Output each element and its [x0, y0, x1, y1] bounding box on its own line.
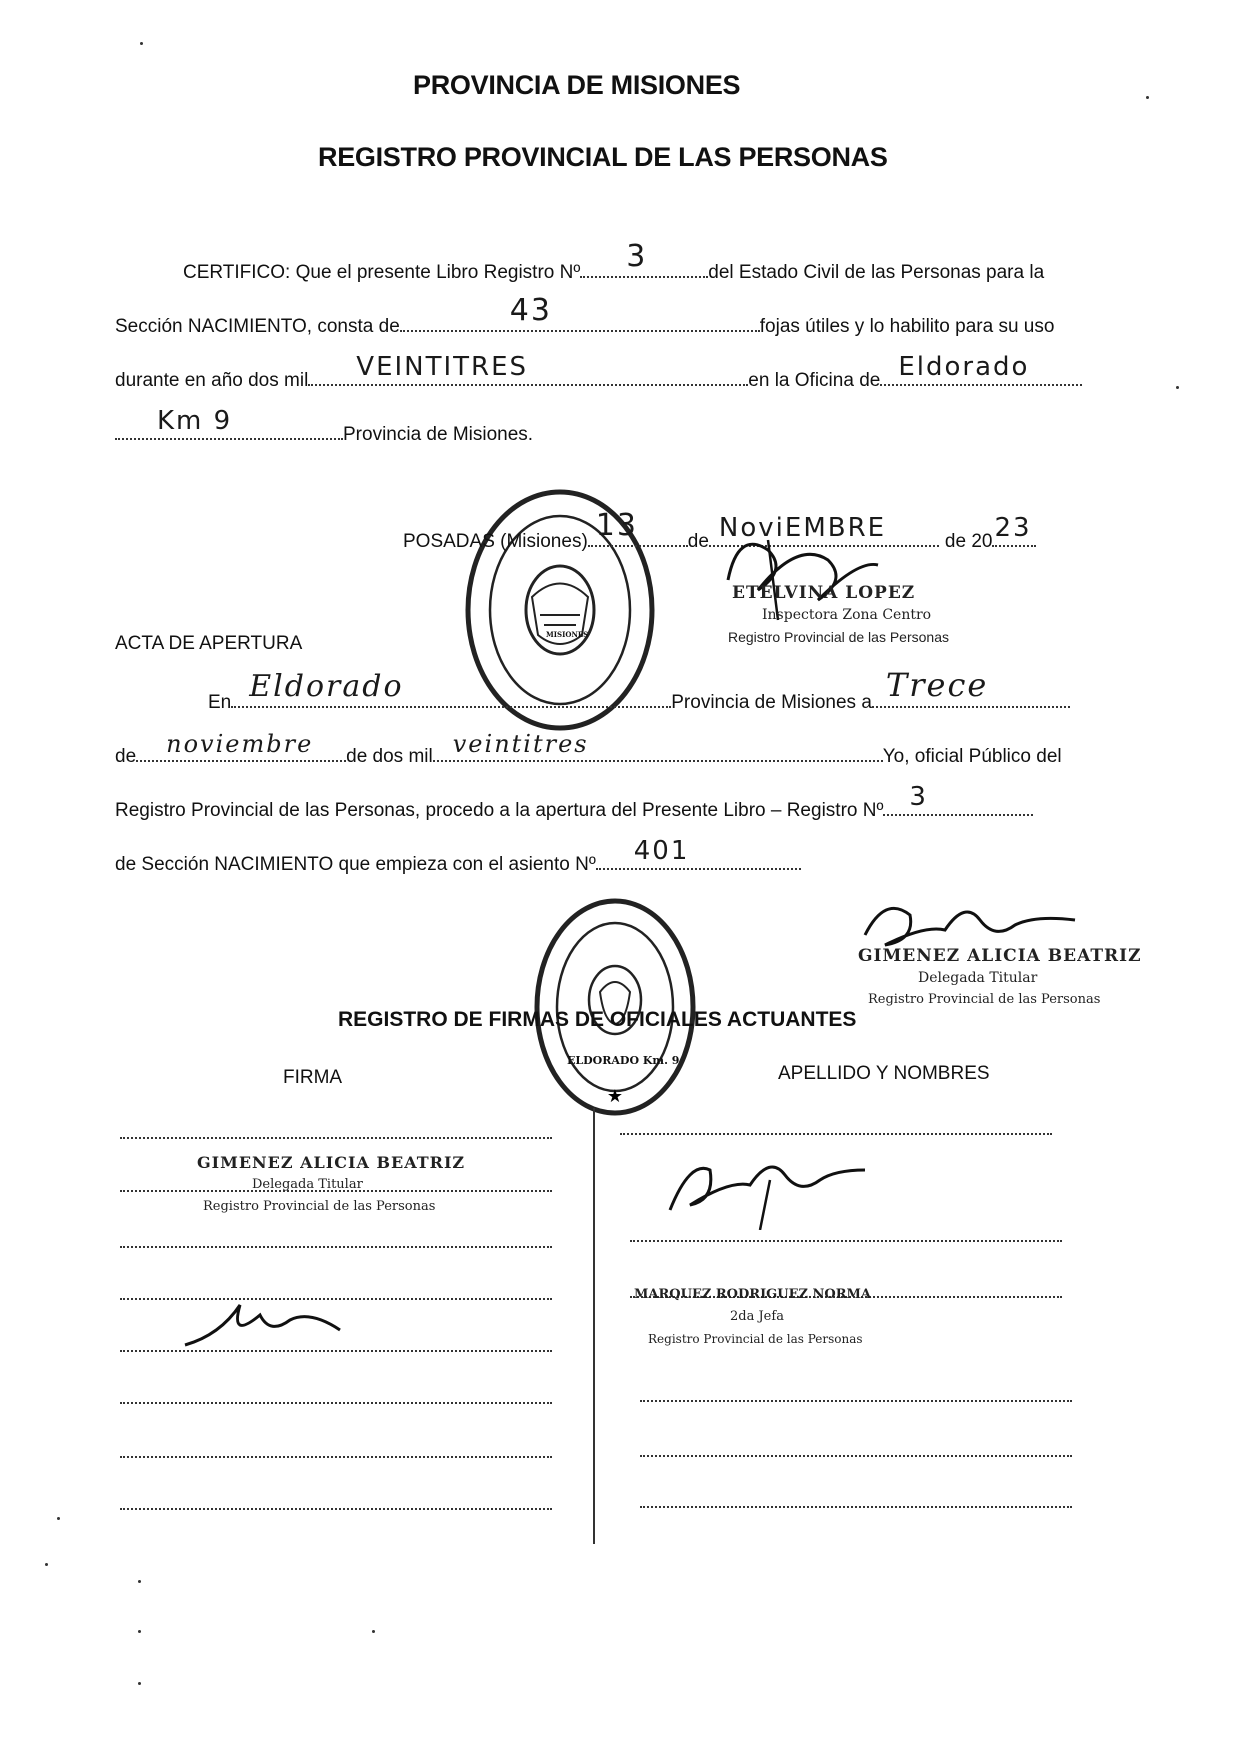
- delegada-name: GIMENEZ ALICIA BEATRIZ: [858, 946, 1142, 966]
- scan-speck: [372, 1630, 375, 1633]
- nombre-stamp-2: [634, 1284, 871, 1350]
- scan-speck: [140, 42, 143, 45]
- acta-month-field: [136, 730, 346, 762]
- nombre-signature-1: [650, 1140, 870, 1230]
- cert-line-3: [115, 352, 1082, 392]
- nombre-line-6: [640, 1506, 1072, 1508]
- office-field: [880, 352, 1082, 386]
- scan-speck: [138, 1630, 141, 1633]
- acta-libro-handwritten: 3: [909, 782, 928, 812]
- cert-line-2-pre: Sección NACIMIENTO, consta de: [115, 316, 400, 337]
- cert-line-1: [183, 239, 1045, 284]
- firma-stamp-1: [197, 1152, 465, 1218]
- acta-line-1-mid: Provincia de Misiones a: [671, 692, 872, 713]
- day-handwritten: 13: [595, 508, 638, 543]
- col-firma-header: FIRMA: [283, 1067, 343, 1088]
- firma-stamp-1-name: GIMENEZ ALICIA BEATRIZ: [197, 1153, 466, 1172]
- firma-signature-2: [180, 1285, 350, 1355]
- inspector-name: ETELVINA LOPEZ: [732, 583, 916, 603]
- ministry-seal-center: MISIONES: [546, 630, 589, 639]
- firma-line-6: [120, 1402, 552, 1404]
- nombre-stamp-2-name: MARQUEZ RODRIGUEZ NORMA: [634, 1287, 872, 1302]
- acta-line-2-mid: de dos mil: [346, 746, 433, 767]
- nombre-line-1: [620, 1133, 1052, 1135]
- scan-speck: [1176, 386, 1179, 389]
- registry-title: REGISTRO PROVINCIAL DE LAS PERSONAS: [318, 142, 888, 172]
- asiento-handwritten: 401: [633, 836, 690, 866]
- firma-line-3: [120, 1246, 552, 1248]
- inspector-stamp: [728, 582, 949, 648]
- cert-line-3-pre: durante en año dos mil: [115, 370, 309, 391]
- asiento-field: [596, 836, 801, 870]
- column-divider: [593, 1108, 595, 1544]
- scan-speck: [57, 1517, 60, 1520]
- acta-day-field: [872, 666, 1070, 708]
- scan-speck: [1146, 96, 1149, 99]
- cert-line-1-post: del Estado Civil de las Personas para la: [708, 262, 1045, 283]
- acta-libro-field: [883, 782, 1033, 816]
- cert-line-2: [115, 293, 1055, 338]
- scan-speck: [45, 1563, 48, 1566]
- firma-stamp-1-role: Delegada Titular: [252, 1177, 363, 1192]
- acta-heading: ACTA DE APERTURA: [115, 633, 303, 654]
- acta-line-4: [115, 836, 801, 876]
- fojas-handwritten: 43: [509, 293, 552, 328]
- scan-speck: [138, 1580, 141, 1583]
- delegacion-seal-bottom: ELDORADO Km. 9: [567, 1054, 680, 1067]
- firma-line-7: [120, 1456, 552, 1458]
- delegada-role: Delegada Titular: [918, 970, 1038, 986]
- acta-line-3: [115, 782, 1033, 822]
- date-year-label: de 20: [944, 531, 993, 552]
- firmas-heading: REGISTRO DE FIRMAS DE OFICIALES ACTUANTES: [338, 1008, 857, 1031]
- acta-line-2-pre: de: [115, 746, 137, 767]
- cert-line-2-post: fojas útiles y lo habilito para su uso: [759, 316, 1055, 337]
- cert-line-1-pre: CERTIFICO: Que el presente Libro Registro Nº: [183, 262, 581, 283]
- delegada-stamp: [858, 945, 1141, 1011]
- acta-line-1: [208, 666, 1070, 714]
- cert-line-4: [115, 406, 534, 446]
- year-handwritten: 23: [994, 513, 1032, 543]
- acta-line-4-pre: de Sección NACIMIENTO que empieza con el asiento Nº: [115, 854, 596, 875]
- acta-line-3-pre: Registro Provincial de las Personas, procedo a la apertura del Presente Libro – Registro Nº: [115, 800, 884, 821]
- office-handwritten: Eldorado: [898, 352, 1030, 382]
- libro-number-handwritten: 3: [626, 239, 648, 274]
- acta-line-1-pre: En: [208, 692, 232, 713]
- delegacion-seal: [530, 892, 700, 1122]
- fojas-field: [400, 293, 760, 332]
- acta-day-handwritten: Trece: [885, 666, 989, 704]
- acta-month-handwritten: noviembre: [166, 730, 314, 758]
- day-field: [588, 508, 688, 547]
- firma-stamp-1-org: Registro Provincial de las Personas: [203, 1199, 436, 1214]
- nombre-stamp-2-role: 2da Jefa: [730, 1309, 784, 1324]
- nombre-line-4: [640, 1400, 1072, 1402]
- acta-place-handwritten: Eldorado: [249, 669, 404, 704]
- year-words-field: [308, 352, 748, 386]
- year-field: [992, 513, 1036, 547]
- acta-year-field: [433, 730, 883, 762]
- date-de-label: de: [687, 531, 709, 552]
- firma-line-8: [120, 1508, 552, 1510]
- col-nombres-header: APELLIDO Y NOMBRES: [778, 1063, 990, 1084]
- nombre-line-5: [640, 1455, 1072, 1457]
- scan-speck: [138, 1682, 141, 1685]
- year-words-handwritten: VEINTITRES: [356, 352, 529, 382]
- nombre-line-2: [630, 1240, 1062, 1242]
- svg-text:★: ★: [606, 1086, 624, 1107]
- libro-number-field: [580, 239, 708, 278]
- province-title: PROVINCIA DE MISIONES: [413, 70, 741, 100]
- firma-line-1: [120, 1137, 552, 1139]
- acta-year-handwritten: veintitres: [452, 730, 589, 758]
- acta-line-2: [115, 730, 1062, 768]
- cert-line-3-mid: en la Oficina de: [748, 370, 881, 391]
- month-handwritten: NoviEMBRE: [718, 513, 887, 543]
- cert-line-4-post: Provincia de Misiones.: [343, 424, 534, 445]
- office-cont-handwritten: Km 9: [157, 406, 233, 436]
- delegada-org: Registro Provincial de las Personas: [868, 992, 1101, 1007]
- nombre-stamp-2-org: Registro Provincial de las Personas: [648, 1332, 863, 1346]
- date-place-label: POSADAS (Misiones): [403, 531, 588, 552]
- inspector-role: Inspectora Zona Centro: [762, 607, 932, 623]
- acta-place-field: [231, 669, 671, 708]
- acta-line-2-post: Yo, oficial Público del: [882, 746, 1062, 767]
- office-cont-field: [115, 406, 343, 440]
- inspector-org: Registro Provincial de las Personas: [728, 629, 949, 645]
